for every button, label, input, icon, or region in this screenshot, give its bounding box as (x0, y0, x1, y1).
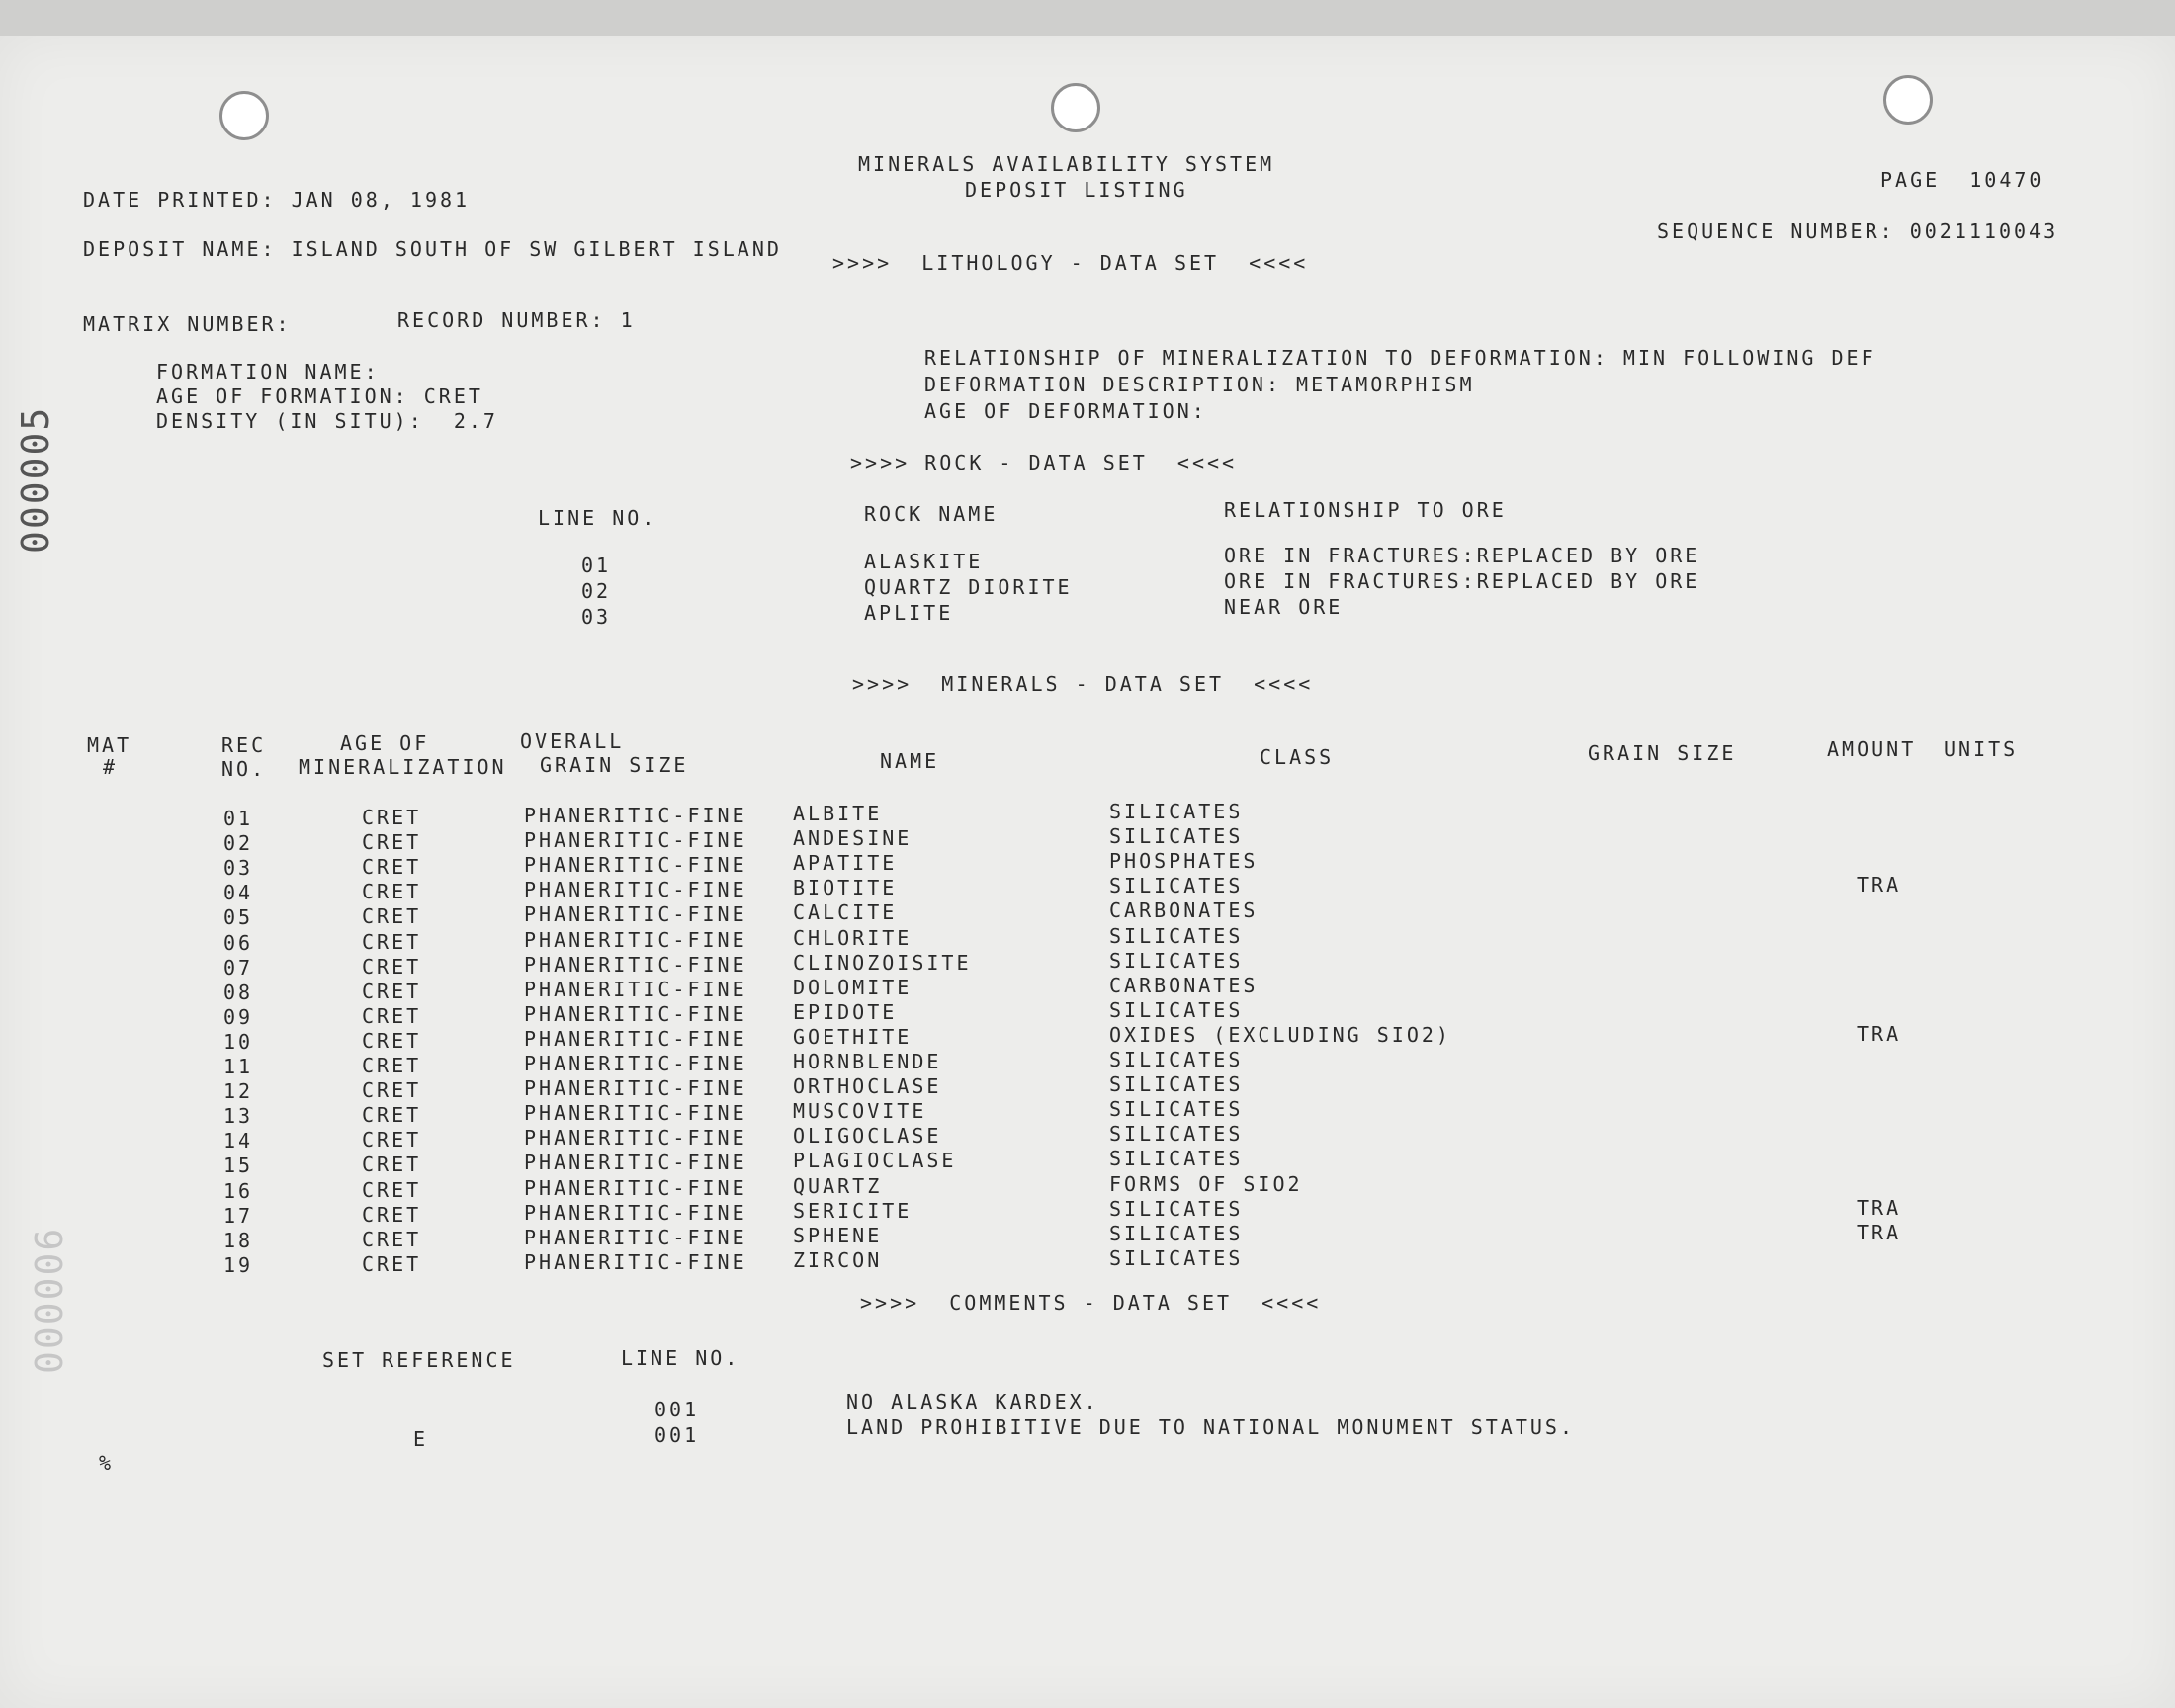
matrix-number: MATRIX NUMBER: (83, 312, 292, 336)
mineral-age: CRET (362, 1203, 422, 1227)
rock-relationship: ORE IN FRACTURES:REPLACED BY ORE (1224, 569, 1700, 593)
mineral-rec-no: 19 (223, 1253, 254, 1277)
mineral-grain-size: PHANERITIC-FINE (524, 1101, 747, 1125)
mineral-rec-no: 18 (223, 1229, 254, 1252)
mineral-name: SPHENE (793, 1224, 883, 1247)
mineral-amount: TRA (1857, 1022, 1902, 1046)
rock-header-line-no: LINE NO. (538, 506, 657, 530)
mineral-grain-size: PHANERITIC-FINE (524, 1076, 747, 1100)
header-overall: OVERALL (520, 729, 625, 753)
date-printed: DATE PRINTED: JAN 08, 1981 (83, 188, 471, 212)
record-number: RECORD NUMBER: 1 (397, 308, 636, 332)
header-grain-size: GRAIN SIZE (1588, 741, 1737, 765)
mineral-age: CRET (362, 855, 422, 879)
rock-line-no: 03 (581, 605, 612, 629)
mineral-name: MUSCOVITE (793, 1099, 927, 1123)
mineral-age: CRET (362, 1103, 422, 1127)
mineral-grain-size: PHANERITIC-FINE (524, 978, 747, 1001)
mineral-class: SILICATES (1109, 1122, 1244, 1146)
mineral-grain-size: PHANERITIC-FINE (524, 1226, 747, 1249)
comment-text: NO ALASKA KARDEX. (846, 1390, 1099, 1413)
mineral-age: CRET (362, 880, 422, 903)
rock-name: APLITE (864, 601, 954, 625)
mineral-grain-size: PHANERITIC-FINE (524, 804, 747, 827)
header-mat: MAT (87, 733, 132, 757)
header-units: UNITS (1944, 737, 2019, 761)
mineral-rec-no: 07 (223, 956, 254, 980)
header-rec: REC (221, 733, 267, 757)
mineral-rec-no: 01 (223, 807, 254, 830)
comments-header-set-reference: SET REFERENCE (322, 1348, 516, 1372)
mineral-class: CARBONATES (1109, 974, 1259, 997)
mineral-name: CHLORITE (793, 926, 913, 950)
age-of-formation: AGE OF FORMATION: CRET (156, 384, 483, 408)
mineralization-relationship: RELATIONSHIP OF MINERALIZATION TO DEFORMATION: MIN FOLLOWING DEF (924, 346, 1876, 370)
footer-mark: % (99, 1451, 115, 1475)
punch-hole-right (1883, 75, 1933, 125)
header-rec-no: NO. (221, 757, 267, 781)
mineral-class: SILICATES (1109, 1048, 1244, 1071)
deposit-name: DEPOSIT NAME: ISLAND SOUTH OF SW GILBERT ISLAND (83, 237, 782, 261)
mineral-class: SILICATES (1109, 998, 1244, 1022)
mineral-name: ALBITE (793, 802, 883, 825)
comments-title: >>>> COMMENTS - DATA SET <<<< (860, 1291, 1322, 1315)
rock-header-name: ROCK NAME (864, 502, 999, 526)
mineral-grain-size: PHANERITIC-FINE (524, 1201, 747, 1225)
mineral-name: GOETHITE (793, 1025, 913, 1049)
mineral-name: ANDESINE (793, 826, 913, 850)
mineral-class: SILICATES (1109, 1072, 1244, 1096)
header-mineralization: MINERALIZATION (299, 755, 507, 779)
mineral-age: CRET (362, 1228, 422, 1251)
mineral-amount: TRA (1857, 1221, 1902, 1244)
mineral-name: APATITE (793, 851, 898, 875)
mineral-class: PHOSPHATES (1109, 849, 1259, 873)
mineral-name: CALCITE (793, 900, 898, 924)
mineral-class: SILICATES (1109, 1246, 1244, 1270)
deformation-description: DEFORMATION DESCRIPTION: METAMORPHISM (924, 373, 1475, 396)
system-title: MINERALS AVAILABILITY SYSTEM (858, 152, 1275, 176)
mineral-name: OLIGOCLASE (793, 1124, 942, 1148)
mineral-age: CRET (362, 1054, 422, 1077)
header-class: CLASS (1260, 745, 1335, 769)
listing-title: DEPOSIT LISTING (965, 178, 1188, 202)
mineral-name: DOLOMITE (793, 976, 913, 999)
mineral-grain-size: PHANERITIC-FINE (524, 1126, 747, 1150)
mineral-rec-no: 17 (223, 1204, 254, 1228)
mineral-grain-size: PHANERITIC-FINE (524, 953, 747, 977)
mineral-age: CRET (362, 904, 422, 928)
mineral-class: SILICATES (1109, 924, 1244, 948)
mineral-age: CRET (362, 930, 422, 954)
page-number: PAGE 10470 (1880, 168, 2044, 192)
mineral-grain-size: PHANERITIC-FINE (524, 1176, 747, 1200)
mineral-age: CRET (362, 830, 422, 854)
mineral-age: CRET (362, 1252, 422, 1276)
mineral-name: QUARTZ (793, 1174, 883, 1198)
mineral-rec-no: 12 (223, 1079, 254, 1103)
formation-name: FORMATION NAME: (156, 360, 380, 384)
mineral-age: CRET (362, 1004, 422, 1028)
mineral-rec-no: 11 (223, 1055, 254, 1078)
comment-set-reference: E (413, 1427, 429, 1451)
mineral-class: SILICATES (1109, 874, 1244, 897)
mineral-amount: TRA (1857, 1196, 1902, 1220)
header-amount: AMOUNT (1827, 737, 1917, 761)
mineral-name: HORNBLENDE (793, 1050, 942, 1073)
mineral-grain-size: PHANERITIC-FINE (524, 1250, 747, 1274)
mineral-age: CRET (362, 1128, 422, 1152)
mineral-grain-size: PHANERITIC-FINE (524, 1151, 747, 1174)
mineral-grain-size: PHANERITIC-FINE (524, 878, 747, 901)
header-overall-grain: GRAIN SIZE (540, 753, 689, 777)
mineral-rec-no: 03 (223, 856, 254, 880)
paper-sheet (0, 36, 2175, 1708)
rock-relationship: ORE IN FRACTURES:REPLACED BY ORE (1224, 544, 1700, 567)
mineral-name: EPIDOTE (793, 1000, 898, 1024)
rock-name: ALASKITE (864, 550, 984, 573)
header-age-of: AGE OF (340, 731, 430, 755)
age-of-deformation: AGE OF DEFORMATION: (924, 399, 1207, 423)
rock-name: QUARTZ DIORITE (864, 575, 1073, 599)
mineral-grain-size: PHANERITIC-FINE (524, 853, 747, 877)
mineral-class: SILICATES (1109, 949, 1244, 973)
mineral-name: CLINOZOISITE (793, 951, 972, 975)
mineral-rec-no: 15 (223, 1153, 254, 1177)
mineral-class: FORMS OF SIO2 (1109, 1172, 1303, 1196)
mineral-grain-size: PHANERITIC-FINE (524, 828, 747, 852)
mineral-grain-size: PHANERITIC-FINE (524, 1052, 747, 1075)
minerals-title: >>>> MINERALS - DATA SET <<<< (852, 672, 1314, 696)
mineral-class: SILICATES (1109, 1222, 1244, 1245)
punch-hole-center (1051, 83, 1100, 132)
rock-relationship: NEAR ORE (1224, 595, 1344, 619)
mineral-class: SILICATES (1109, 1147, 1244, 1170)
mineral-age: CRET (362, 955, 422, 979)
side-number-top: 000005 (14, 405, 57, 554)
comment-line-no: 001 (654, 1398, 700, 1421)
lithology-title: >>>> LITHOLOGY - DATA SET <<<< (832, 251, 1309, 275)
mineral-age: CRET (362, 1078, 422, 1102)
side-number-bottom: 000006 (28, 1226, 71, 1374)
mineral-rec-no: 08 (223, 981, 254, 1004)
density: DENSITY (IN SITU): 2.7 (156, 409, 498, 433)
mineral-rec-no: 16 (223, 1179, 254, 1203)
mineral-class: SILICATES (1109, 1197, 1244, 1221)
mineral-class: SILICATES (1109, 824, 1244, 848)
mineral-age: CRET (362, 806, 422, 829)
mineral-name: PLAGIOCLASE (793, 1149, 957, 1172)
mineral-age: CRET (362, 1029, 422, 1053)
comment-text: LAND PROHIBITIVE DUE TO NATIONAL MONUMENT STATUS. (846, 1415, 1576, 1439)
header-name: NAME (880, 749, 940, 773)
mineral-class: SILICATES (1109, 1097, 1244, 1121)
mineral-name: BIOTITE (793, 876, 898, 899)
mineral-name: SERICITE (793, 1199, 913, 1223)
header-mat-hash: # (103, 755, 119, 779)
mineral-name: ZIRCON (793, 1248, 883, 1272)
mineral-class: SILICATES (1109, 800, 1244, 823)
mineral-rec-no: 13 (223, 1104, 254, 1128)
sequence-number: SEQUENCE NUMBER: 0021110043 (1657, 219, 2059, 243)
comments-header-line-no: LINE NO. (621, 1346, 740, 1370)
mineral-grain-size: PHANERITIC-FINE (524, 1002, 747, 1026)
rock-line-no: 01 (581, 554, 612, 577)
rock-title: >>>> ROCK - DATA SET <<<< (850, 451, 1238, 474)
mineral-age: CRET (362, 1178, 422, 1202)
mineral-rec-no: 06 (223, 931, 254, 955)
mineral-name: ORTHOCLASE (793, 1074, 942, 1098)
mineral-age: CRET (362, 1153, 422, 1176)
mineral-rec-no: 05 (223, 905, 254, 929)
mineral-class: OXIDES (EXCLUDING SIO2) (1109, 1023, 1451, 1047)
punch-hole-left (219, 91, 269, 140)
rock-header-relationship: RELATIONSHIP TO ORE (1224, 498, 1507, 522)
comment-line-no: 001 (654, 1423, 700, 1447)
mineral-amount: TRA (1857, 873, 1902, 897)
mineral-rec-no: 10 (223, 1030, 254, 1054)
mineral-rec-no: 09 (223, 1005, 254, 1029)
mineral-age: CRET (362, 980, 422, 1003)
mineral-rec-no: 02 (223, 831, 254, 855)
rock-line-no: 02 (581, 579, 612, 603)
mineral-grain-size: PHANERITIC-FINE (524, 1027, 747, 1051)
mineral-class: CARBONATES (1109, 898, 1259, 922)
mineral-rec-no: 14 (223, 1129, 254, 1153)
mineral-grain-size: PHANERITIC-FINE (524, 902, 747, 926)
mineral-rec-no: 04 (223, 881, 254, 904)
mineral-grain-size: PHANERITIC-FINE (524, 928, 747, 952)
